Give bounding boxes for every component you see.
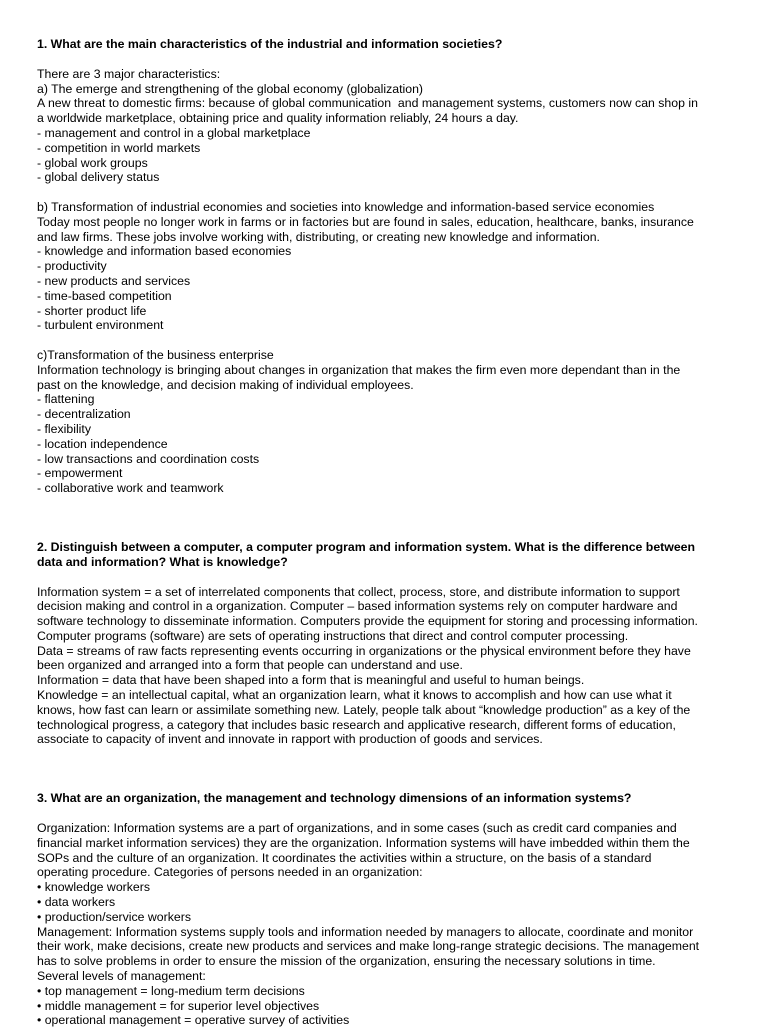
bullet-item: • operational management = operative survey of activities — [37, 1013, 350, 1028]
question-3: 3. What are an organization, the management and technology dimensions of an information systems? — [37, 791, 632, 806]
answer-line: - collaborative work and teamwork — [37, 481, 224, 496]
answer-line: Organization: Information systems are a part of organizations, and in some cases (such as credit card companies and — [37, 821, 677, 836]
answer-line: operating procedure. Categories of persons needed in an organization: — [37, 865, 423, 880]
answer-line: - new products and services — [37, 273, 191, 288]
answer-line: Data = streams of raw facts representing events occurring in organizations or the physical environment before they have — [37, 643, 691, 658]
bullet-item: • data workers — [37, 895, 116, 910]
answer-line: c)Transformation of the business enterprise — [37, 347, 274, 362]
answer-line: - decentralization — [37, 407, 131, 422]
answer-line: Information technology is bringing about changes in organization that makes the firm even more dependant than in the — [37, 362, 681, 377]
answer-line: Management: Information systems supply tools and information needed by managers to allocate, coordinate and monitor — [37, 924, 694, 939]
answer-1 — [37, 67, 737, 496]
answer-line: - time-based competition — [37, 288, 172, 303]
answer-line: - global work groups — [37, 155, 148, 170]
answer-line: their work, make decisions, create new products and services and make long-range strategic decisions. The management — [37, 939, 700, 954]
answer-line: software technology to disseminate information. Computers provide the equipment for storing and processing information. — [37, 614, 698, 629]
answer-line: Knowledge = an intellectual capital, what an organization learn, what it knows to accomplish and how can use what it — [37, 688, 672, 703]
answer-line: b) Transformation of industrial economies and societies into knowledge and information-based service economies — [37, 199, 655, 214]
answer-line: Today most people no longer work in farms or in factories but are found in sales, education, healthcare, banks, insurance — [37, 214, 694, 229]
answer-line: and law firms. These jobs involve working with, distributing, or creating new knowledge and information. — [37, 229, 600, 244]
answer-line: - productivity — [37, 259, 107, 274]
answer-line: - flattening — [37, 392, 95, 407]
answer-line: has to solve problems in order to ensure the mission of the organization, ensuring the necessary solutions in time. — [37, 954, 656, 969]
answer-line: - global delivery status — [37, 170, 160, 185]
document-page — [37, 37, 737, 1028]
answer-line: Information = data that have been shaped into a form that is meaningful and useful to human beings. — [37, 673, 585, 688]
question-2-line-1: 2. Distinguish between a computer, a computer program and information system. What is the difference between — [37, 539, 696, 554]
answer-line: - low transactions and coordination costs — [37, 451, 260, 466]
answer-line: - management and control in a global marketplace — [37, 125, 311, 140]
answer-line: - turbulent environment — [37, 318, 164, 333]
answer-line: associate to capacity of invent and innovate in rapport with production of goods and services. — [37, 732, 543, 747]
answer-line: Computer programs (software) are sets of operating instructions that direct and control computer processing. — [37, 628, 629, 643]
answer-2 — [37, 585, 737, 748]
question-2-line-2: data and information? What is knowledge? — [37, 554, 288, 569]
answer-line: knows, how fast can learn or assimilate something new. Lately, people talk about “knowledge production” as a key of the — [37, 702, 691, 717]
answer-line: - knowledge and information based economies — [37, 244, 292, 259]
answer-line: past on the knowledge, and decision making of individual employees. — [37, 377, 414, 392]
bullet-item: • middle management = for superior level objectives — [37, 998, 320, 1013]
answer-line: SOPs and the culture of an organization. It coordinates the activities within a structure, on the basis of a standard — [37, 850, 652, 865]
answer-line: There are 3 major characteristics: — [37, 66, 221, 81]
answer-line: been organized and arranged into a form that people can understand and use. — [37, 658, 463, 673]
answer-line: A new threat to domestic firms: because of global communication and management systems, customers now can shop in — [37, 96, 698, 111]
answer-line: financial market information services) they are the organization. Information systems will have imbedded within them the — [37, 835, 690, 850]
answer-line: decision making and control in a organization. Computer – based information systems rely on computer hardware and — [37, 599, 678, 614]
answer-line: technological progress, a category that includes basic research and applicative research, different forms of education, — [37, 717, 676, 732]
blank-line — [37, 333, 737, 348]
answer-line: - shorter product life — [37, 303, 147, 318]
blank-line — [37, 185, 737, 200]
answer-line: - flexibility — [37, 421, 91, 436]
answer-3 — [37, 821, 737, 1028]
answer-line: a) The emerge and strengthening of the global economy (globalization) — [37, 81, 424, 96]
answer-line: - location independence — [37, 436, 168, 451]
question-1: 1. What are the main characteristics of the industrial and information societies? — [37, 37, 503, 51]
bullet-item: • knowledge workers — [37, 880, 150, 895]
answer-line: - empowerment — [37, 466, 123, 481]
answer-line: - competition in world markets — [37, 140, 201, 155]
answer-line: a worldwide marketplace, obtaining price and quality information reliably, 24 hours a day. — [37, 111, 519, 126]
bullet-item: • production/service workers — [37, 909, 191, 924]
bullet-item: • top management = long-medium term decisions — [37, 983, 305, 998]
answer-line: Several levels of management: — [37, 969, 206, 984]
answer-line: Information system = a set of interrelated components that collect, process, store, and distribute information to support — [37, 584, 680, 599]
